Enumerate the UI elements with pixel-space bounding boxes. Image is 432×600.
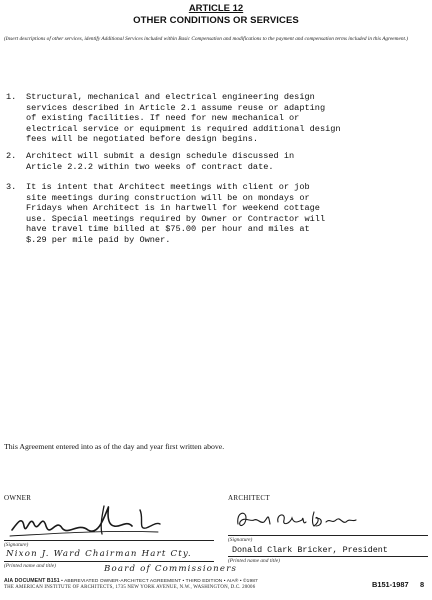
- architect-signature-caption: (Signature): [228, 537, 253, 543]
- clause-text: Architect will submit a design schedule discussed in Article 2.2.2 within two weeks of contract date.: [26, 151, 295, 172]
- article-number: ARTICLE 12: [188, 3, 244, 14]
- footer-publisher-address: THE AMERICAN INSTITUTE OF ARCHITECTS, 1735 NEW YORK AVENUE, N.W., WASHINGTON, D.C. 20006: [4, 585, 256, 590]
- clause-3: [6, 182, 426, 248]
- agreement-statement: This Agreement entered into as of the day and year first written above.: [4, 442, 225, 451]
- architect-signature-line: [228, 535, 428, 536]
- owner-label: OWNER: [4, 494, 32, 502]
- footer-document-description: • ABBREVIATED OWNER-ARCHITECT AGREEMENT • THIRD EDITION • AIA® • ©1987: [59, 579, 258, 584]
- page-number: 8: [420, 580, 425, 589]
- owner-signature-image: [8, 500, 168, 542]
- clause-number: 1.: [6, 92, 17, 102]
- footer-document-line: [4, 578, 258, 584]
- footer-document-code: AIA DOCUMENT B151: [4, 578, 60, 584]
- clause-text: It is intent that Architect meetings with client or job site meetings during construction will be on mondays or Fridays when Architect is in hartwell for weekend cottage use. Special meetings required by Owner or Contractor will have travel time billed at $75.00 per hour and miles at $.29 per mile paid by Owner.: [26, 182, 326, 245]
- clause-number: 3.: [6, 182, 17, 192]
- architect-name-caption: (Printed name and title): [228, 558, 280, 564]
- owner-name-caption: (Printed name and title): [4, 563, 56, 569]
- owner-title-continued: Board of Commissioners: [104, 564, 238, 574]
- owner-signature-caption: (Signature): [4, 542, 29, 548]
- owner-signature-line: [4, 540, 214, 541]
- architect-signature-image: [232, 504, 362, 534]
- article-title: OTHER CONDITIONS OR SERVICES: [133, 15, 299, 26]
- clause-text: Structural, mechanical and electrical engineering design services described in Article 2.1 assume reuse or adapting of existing facilities. If need for new mechanical or electrical service or equipment is required additional design fees will be negotiated before design begins.: [26, 92, 341, 145]
- architect-printed-name: Donald Clark Bricker, President: [232, 545, 388, 555]
- clause-number: 2.: [6, 151, 17, 161]
- owner-name-line: [4, 561, 214, 562]
- architect-name-line: [228, 556, 428, 557]
- clause-2: [6, 151, 426, 175]
- architect-label: ARCHITECT: [228, 494, 270, 502]
- clause-1: [6, 92, 426, 148]
- owner-printed-name: Nixon J. Ward Chairman Hart Cty.: [6, 549, 192, 559]
- instructions-note: (Insert descriptions of other services, identify Additional Services included within Basic Compensation and modifications to the payment and compensation terms included in this Agreement.): [4, 36, 409, 42]
- document-id: B151-1987: [372, 580, 409, 589]
